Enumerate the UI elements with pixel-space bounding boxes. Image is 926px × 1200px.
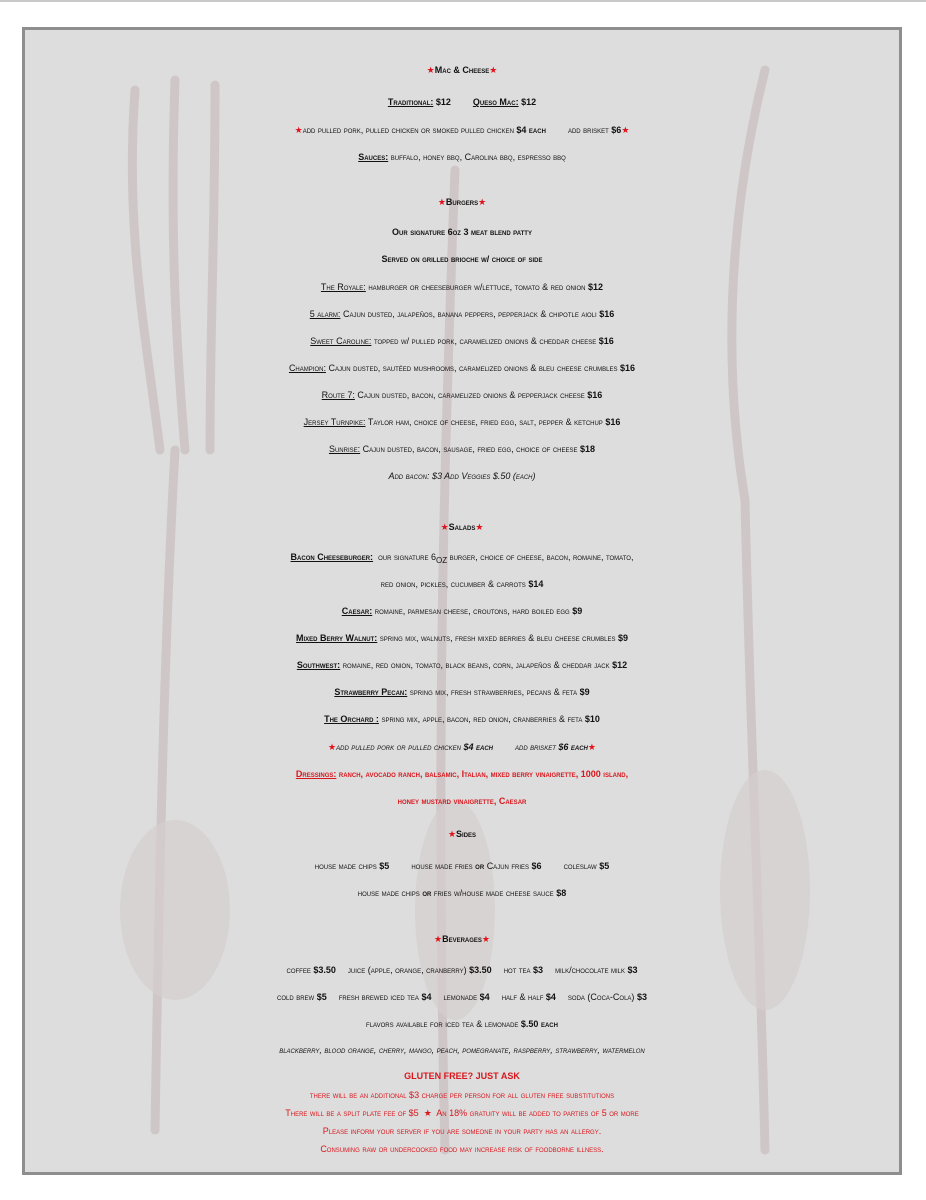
beverage-name: lemonade: [443, 992, 478, 1002]
salad-price: $14: [528, 579, 544, 589]
star-icon: ★: [478, 197, 487, 207]
split-plate-note: [25, 1105, 899, 1121]
salad-name: Caesar:: [341, 606, 373, 616]
burger-desc: Cajun dusted, jalapeños, banana peppers, pepperjack & chipotle aioli: [342, 309, 597, 319]
beverage-price: $3.50: [469, 965, 492, 975]
mac-sauces: [25, 147, 899, 167]
section-title-salads: [25, 515, 899, 539]
salad-item-bacon: [25, 547, 899, 570]
burger-name: Jersey Turnpike:: [303, 417, 366, 427]
burger-desc: Cajun dusted, bacon, sausage, fried egg, choice of cheese: [362, 444, 578, 454]
star-icon: ★: [475, 522, 484, 532]
star-icon: ★: [423, 1108, 432, 1118]
star-icon: ★: [621, 125, 630, 135]
mac-title-text: Mac & Cheese: [434, 65, 490, 75]
side-price: $6: [531, 861, 542, 871]
salad-item-bacon-line2: [25, 574, 899, 594]
beverage-name: milk/chocolate milk: [555, 965, 625, 975]
dressings-line-1: [25, 764, 899, 784]
star-icon: ★: [294, 125, 303, 135]
burger-price: $16: [599, 309, 615, 319]
section-title-sides: [25, 822, 899, 846]
sides-line-1: [25, 856, 899, 876]
salads-addon-text: add pulled pork or pulled chicken: [336, 742, 461, 752]
salad-price: $9: [572, 606, 583, 616]
star-icon: ★: [481, 934, 490, 944]
beverage-name: cold brew: [277, 992, 315, 1002]
sides-title-text: Sides: [456, 829, 477, 839]
salad-item: [25, 655, 899, 675]
mac-addons: [25, 120, 899, 140]
queso-price: $12: [521, 97, 537, 107]
flavors-text: flavors available for iced tea & lemonade: [366, 1019, 519, 1029]
side-name: Cajun fries: [486, 861, 530, 871]
burger-item: [25, 304, 899, 324]
salad-name: The Orchard :: [324, 714, 379, 724]
mac-brisket-text: add brisket: [567, 125, 609, 135]
traditional-price: $12: [435, 97, 451, 107]
beverage-name: half & half: [501, 992, 544, 1002]
dressings-text: ranch, avocado ranch, balsamic, Italian, mixed berry vinaigrette, 1000 island,: [338, 769, 629, 779]
beverage-price: $3.50: [313, 965, 336, 975]
burger-item: [25, 358, 899, 378]
mac-addon-price: $4 each: [516, 125, 546, 135]
menu-panel: [22, 27, 902, 1175]
beverage-price: $3: [636, 992, 647, 1002]
burger-price: $16: [587, 390, 603, 400]
burger-desc: Taylor ham, choice of cheese, fried egg, salt, pepper & ketchup: [367, 417, 603, 427]
star-icon: ★: [434, 934, 443, 944]
beverage-name: hot tea: [503, 965, 531, 975]
oz-subscript: oz: [435, 553, 448, 566]
salad-desc: romaine, parmesan cheese, croutons, hard boiled egg: [374, 606, 570, 616]
salad-desc: spring mix, walnuts, fresh mixed berries & bleu cheese crumbles: [379, 633, 616, 643]
beverage-price: $4: [421, 992, 432, 1002]
salad-price: $10: [584, 714, 600, 724]
burger-name: Champion:: [288, 363, 326, 373]
salads-addon-price: $4 each: [463, 742, 494, 752]
star-icon: ★: [587, 742, 596, 752]
flavors-price: $.50 each: [520, 1019, 558, 1029]
burger-price: $16: [605, 417, 621, 427]
section-title-beverages: [25, 927, 899, 951]
burger-name: 5 alarm:: [309, 309, 341, 319]
burger-item: [25, 412, 899, 432]
star-icon: ★: [440, 522, 449, 532]
burger-desc: topped w/ pulled pork, caramelized onions & cheddar cheese: [373, 336, 597, 346]
menu-content: [25, 30, 899, 1172]
salad-name: Strawberry Pecan:: [334, 687, 408, 697]
split-plate-text: There will be a split plate fee of $5: [285, 1108, 419, 1118]
burgers-addon: Add bacon: $3 Add Veggies $.50 (each): [388, 471, 536, 481]
flavors-list: blackberry, blood orange, cherry, mango, peach, pomegranate, raspberry, strawberry, watermelon: [279, 1045, 645, 1055]
burger-name: Sweet Caroline:: [310, 336, 372, 346]
or-text: or: [422, 888, 432, 898]
beverage-name: fresh brewed iced tea: [338, 992, 419, 1002]
gluten-free-heading: GLUTEN FREE? JUST ASK: [404, 1071, 520, 1081]
side-price: $5: [379, 861, 390, 871]
gluten-free-note: there will be an additional $3 charge per person for all gluten free substitutions: [309, 1090, 615, 1100]
salad-desc: spring mix, apple, bacon, red onion, cranberries & feta: [381, 714, 583, 724]
raw-food-warning: Consuming raw or undercooked food may increase risk of foodborne illness.: [320, 1144, 604, 1154]
salad-name: Mixed Berry Walnut:: [296, 633, 378, 643]
beverage-name: soda (Coca-Cola): [567, 992, 635, 1002]
star-icon: ★: [426, 65, 435, 75]
beverages-title-text: Beverages: [442, 934, 482, 944]
top-rule: [0, 0, 926, 2]
salads-brisket-price: $6 each: [558, 742, 588, 752]
side-name: fries w/house made cheese sauce: [433, 888, 554, 898]
burgers-subtitle-2: Served on grilled brioche w/ choice of side: [381, 254, 543, 264]
salad-name: Southwest:: [296, 660, 341, 670]
beverage-price: $3: [627, 965, 638, 975]
burger-price: $12: [588, 282, 604, 292]
salad-item: [25, 682, 899, 702]
burger-desc: hamburger or cheeseburger w/lettuce, tomato & red onion: [368, 282, 586, 292]
burger-desc: Cajun dusted, bacon, caramelized onions & pepperjack cheese: [357, 390, 585, 400]
side-price: $8: [556, 888, 567, 898]
queso-label: Queso Mac:: [472, 97, 519, 107]
salad-item: [25, 628, 899, 648]
section-title-burgers: [25, 190, 899, 214]
allergy-note: Please inform your server if you are someone in your party has an allergy.: [322, 1126, 602, 1136]
salad-desc-cont: burger, choice of cheese, bacon, romaine, tomato,: [447, 552, 634, 562]
beverages-line-1: [25, 960, 899, 980]
salad-desc: romaine, red onion, tomato, black beans, corn, jalapeños & cheddar jack: [342, 660, 610, 670]
mac-addon-text: add pulled pork, pulled chicken or smoked pulled chicken: [302, 125, 514, 135]
salad-price: $9: [579, 687, 590, 697]
side-name: house made chips: [357, 888, 420, 898]
burger-item: [25, 385, 899, 405]
salad-price: $9: [617, 633, 628, 643]
dressings-line-2: honey mustard vinaigrette, Caesar: [397, 796, 527, 806]
burgers-title-text: Burgers: [445, 197, 479, 207]
burger-name: The Royale:: [320, 282, 366, 292]
salad-desc: spring mix, fresh strawberries, pecans & feta: [409, 687, 578, 697]
salad-price: $12: [612, 660, 628, 670]
burger-item: [25, 277, 899, 297]
star-icon: ★: [489, 65, 498, 75]
burger-desc: Cajun dusted, sautéed mushrooms, caramelized onions & bleu cheese crumbles: [328, 363, 618, 373]
burger-price: $16: [598, 336, 614, 346]
sauces-text: buffalo, honey bbq, Carolina bbq, espresso bbq: [390, 152, 566, 162]
burger-price: $16: [620, 363, 636, 373]
star-icon: ★: [328, 742, 337, 752]
dressings-label: Dressings:: [295, 769, 337, 779]
gratuity-text: An 18% gratuity will be added to parties of 5 or more: [436, 1108, 639, 1118]
mac-brisket-price: $6: [611, 125, 622, 135]
traditional-label: Traditional:: [387, 97, 434, 107]
star-icon: ★: [437, 197, 446, 207]
star-icon: ★: [447, 829, 457, 839]
burger-name: Sunrise:: [328, 444, 361, 454]
salads-brisket-text: add brisket: [515, 742, 556, 752]
side-name: house made chips: [314, 861, 377, 871]
sides-line-2: [25, 883, 899, 903]
salad-name: Bacon Cheeseburger:: [290, 552, 374, 562]
beverages-line-2: [25, 987, 899, 1007]
side-name: coleslaw: [563, 861, 597, 871]
salad-item: [25, 601, 899, 621]
burger-price: $18: [580, 444, 596, 454]
beverage-price: $4: [545, 992, 556, 1002]
beverage-name: juice (apple, orange, cranberry): [347, 965, 467, 975]
beverage-price: $3: [533, 965, 544, 975]
salads-title-text: Salads: [448, 522, 476, 532]
salad-desc: our signature 6: [378, 552, 436, 562]
burgers-subtitle-1: Our signature 6oz 3 meat blend patty: [392, 227, 532, 237]
beverage-price: $5: [316, 992, 327, 1002]
beverage-price: $4: [479, 992, 490, 1002]
section-title-mac: [25, 58, 899, 82]
burger-item: [25, 331, 899, 351]
salad-desc: red onion, pickles, cucumber & carrots: [380, 579, 526, 589]
side-price: $5: [599, 861, 610, 871]
salads-addons: [25, 737, 899, 757]
or-text: or: [475, 861, 485, 871]
burger-name: Route 7:: [321, 390, 355, 400]
sauces-label: Sauces:: [358, 152, 389, 162]
burger-item: [25, 439, 899, 459]
side-name: house made fries: [411, 861, 473, 871]
mac-prices: [25, 92, 899, 112]
salad-item: [25, 709, 899, 729]
beverages-flavors: [25, 1016, 899, 1032]
beverage-name: coffee: [286, 965, 311, 975]
